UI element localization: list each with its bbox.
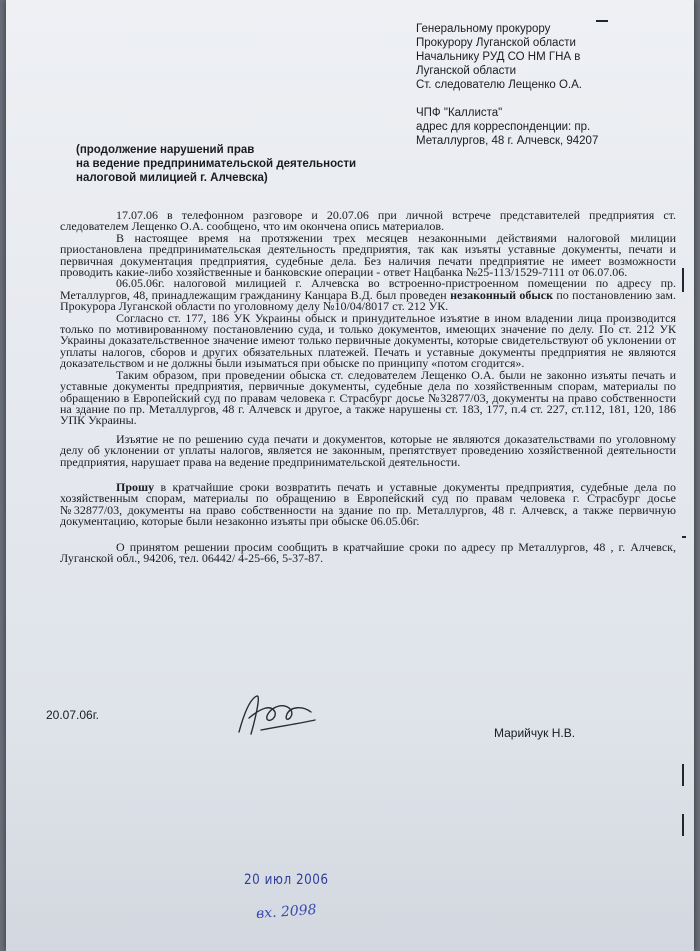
paragraph-text: в кратчайшие сроки возвратить печать и уставные документы предприятия, судебные дела по хозяйственным спорам, материалы по обращению в Европейский суд по правам человека г. Страсбург досье №32877/03, документы на право собственности на здание по пр. Металлургов, 48 г. Алчевск, а также первичную документацию, которые были незаконно изъяты при обыске 06.05.06г. [60, 479, 677, 529]
addressee-line: Прокурору Луганской области [416, 37, 576, 49]
addressee-line: Ст. следователю Лещенко О.А. [416, 79, 582, 91]
paragraph: Изъятие не по решению суда печати и документов, которые не являются доказательствами по уголовному делу об уклонении от уплаты налогов, является не законным, препятствует проведению хозяйственной деятельности предприятия, нарушает права на ведение предпринимательской деятельности. [60, 431, 676, 469]
document-page [6, 0, 694, 951]
signer-name: Марийчук Н.В. [494, 726, 576, 740]
margin-mark [682, 268, 684, 292]
paragraph: 17.07.06 в телефонном разговоре и 20.07.06 при личной встрече представителей предприятия ст. следователем Лещенко О.А. сообщено, что им окончена опись материалов. [60, 208, 676, 234]
heading-line: (продолжение нарушений прав [76, 144, 255, 156]
sender-line: ЧПФ "Каллиста" [416, 107, 503, 119]
paragraph [60, 479, 677, 529]
paragraph [60, 278, 676, 312]
paragraph: Согласно ст. 177, 186 УК Украины обыск и принудительное изъятие в ином владении лица производится только по мотивированному постановлению суда, и только документов, имеющих значение по делу. По ст. 212 УК Украины доказательственное значение имеют только первичные документы, которые свидетельствуют об уклонении от уплаты налогов, сборов и других обязательных платежей. Печать и уставные документы предприятия не являются доказательством и не должны были изыматься при обыске по принципу «потом сгодится». [60, 310, 676, 371]
margin-mark [682, 764, 684, 786]
letter-body [60, 210, 676, 564]
emphasis-text: незаконный обыск [450, 287, 553, 302]
paragraph: О принятом решении просим сообщить в кратчайшие сроки по адресу пр Металлургов, 48 , г. Алчевск, Луганской обл., 94206, тел. 06442/ 4-25-66, 5-37-87. [60, 539, 676, 565]
document-heading [76, 143, 436, 185]
document-date: 20.07.06г. [46, 708, 99, 722]
sender-line: Металлургов, 48 г. Алчевск, 94207 [416, 135, 599, 147]
spacer [416, 92, 676, 106]
margin-mark [682, 536, 686, 538]
handwritten-signature [231, 690, 321, 740]
addressee-line: Луганской области [416, 65, 517, 77]
addressee-block [416, 22, 676, 148]
margin-mark [682, 814, 684, 836]
margin-mark [596, 20, 608, 22]
addressee-line: Генеральному прокурору [416, 23, 551, 35]
paragraph: В настоящее время на протяжении трех месяцев незаконными действиями налоговой милиции приостановлена предпринимательская деятельность предприятия, так как изъяты уставные документы, печати и первичная документация предприятия, судебные дела. Без наличия печати предприятие не имеет возможности проводить какие-либо хозяйственные и банковские операции - ответ Нацбанка №25-113/1529-7111 от 06.07.06. [60, 230, 676, 280]
heading-line: на ведение предпринимательской деятельности [76, 158, 357, 170]
paragraph-text: по постановлению зам. Прокурора Луганской области по уголовному делу №10/04/8017 ст. 212 УК. [60, 287, 677, 314]
emphasis-text: Прошу [116, 479, 155, 494]
addressee-line: Начальнику РУД СО НМ ГНА в [416, 51, 581, 63]
sender-line: адрес для корреспонденции: пр. [416, 121, 591, 133]
paragraph: Таким образом, при проведении обыска ст. следователем Лещенко О.А. были не законно изъяты печать и уставные документы предприятия, первичные документы, судебные дела по хозяйственным спорам, материалы по обращению в Европейский суд по правам человека г. Страсбург досье №32877/03, документы на право собственности на здание по пр. Металлургов, 48 г. Алчевск и другое, а также нарушены ст. 183, 177, п.4 ст. 227, ст.112, 181, 120, 186 УПК Украины. [60, 367, 676, 428]
paragraph-text: 06.05.06г. налоговой милицией г. Алчевска во встроенно-пристроенном помещении по адресу пр. Металлургов, 48, принадлежащим гражданину Канцара В.Д. был проведен [60, 276, 676, 302]
registration-number: вх. 2098 [255, 901, 318, 923]
received-stamp-date: 20 июл 2006 [244, 870, 329, 888]
heading-line: налоговой милицией г. Алчевска) [76, 172, 268, 184]
